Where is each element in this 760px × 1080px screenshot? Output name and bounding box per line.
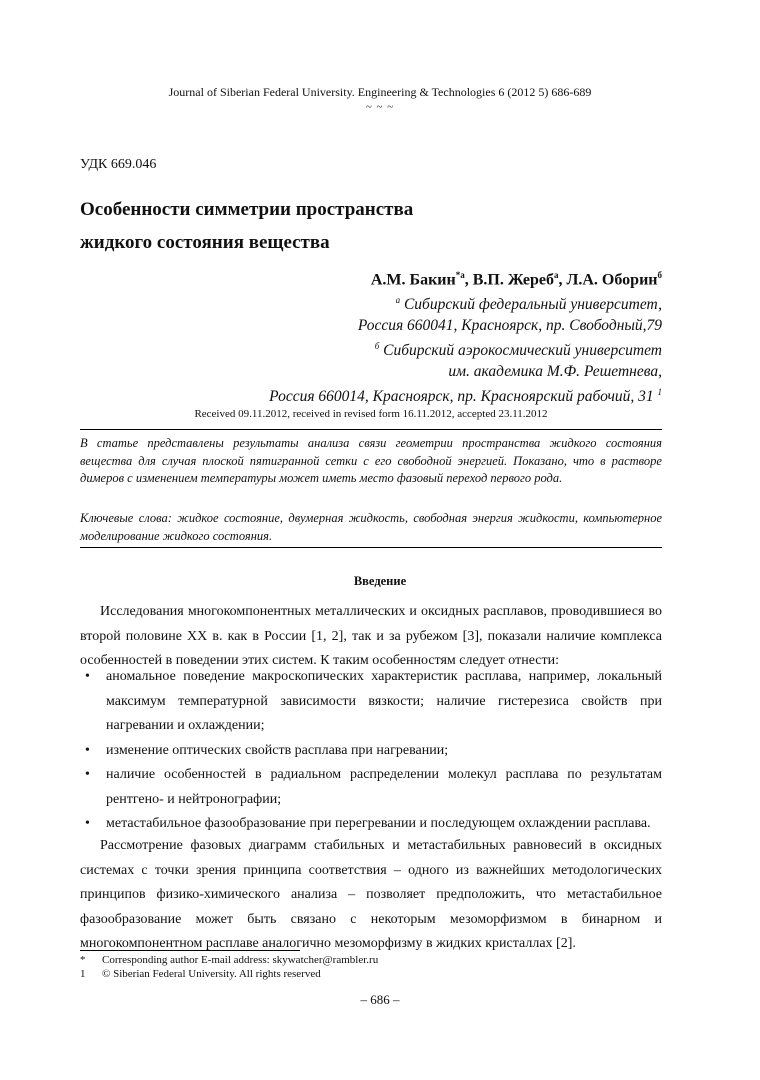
bullet-icon: • bbox=[85, 669, 90, 684]
list-item-text: изменение оптических свойств расплава при нагревании; bbox=[106, 742, 449, 758]
list-item bbox=[80, 665, 662, 739]
paragraph-1: Исследования многокомпонентных металлических и оксидных расплавов, проводившиеся во второй половине XX в. как в России [1, 2], так и за рубежом [3], показали наличие комплекса особенностей в поведении этих систем. К таким особенностям следует отнести: bbox=[80, 604, 662, 668]
list-item bbox=[80, 763, 662, 812]
journal-header: Journal of Siberian Federal University. Engineering & Technologies 6 (2012 5) 686-689 bbox=[168, 85, 592, 99]
udk-code: УДК 669.046 bbox=[80, 157, 157, 172]
affil-b-footnote-mark: 1 bbox=[657, 387, 662, 398]
affil-a-line-1 bbox=[200, 290, 662, 316]
footnote-2-mark: 1 bbox=[80, 968, 86, 980]
list-item-text: наличие особенностей в радиальном распределении молекул расплава по результатам рентгено- и нейтронографии; bbox=[106, 767, 662, 807]
paragraph-2: Рассмотрение фазовых диаграмм стабильных и метастабильных равновесий в оксидных системах с точки зрения принципа соответствия – одного из важнейших методологических принципов физико-химического анализа – позволяет предположить, что метастабильное фазообразование может быть связано с некоторым мезоморфизмом в бинарном и многокомпонентном расплаве аналогично мезоморфизму в жидких кристаллах [2]. bbox=[80, 838, 662, 951]
affil-a-name: Сибирский федеральный университет, bbox=[403, 296, 662, 314]
footnote-1-text: Corresponding author E-mail address: skywatcher@rambler.ru bbox=[102, 954, 379, 966]
author-3: Л.А. Оборин bbox=[566, 271, 658, 289]
received-dates: Received 09.11.2012, received in revised form 16.11.2012, accepted 23.11.2012 bbox=[194, 408, 548, 420]
footnote-1-mark: * bbox=[80, 954, 86, 966]
affil-b-line-1 bbox=[200, 336, 662, 362]
keywords: Ключевые слова: жидкое состояние, двумерная жидкость, свободная энергия жидкости, компьютерное моделирование жидкого состояния. bbox=[80, 511, 662, 543]
affil-b-line-3 bbox=[200, 382, 662, 408]
bullet-icon: • bbox=[85, 816, 90, 831]
abstract: В статье представлены результаты анализа связи геометрии пространства жидкого состояния вещества для случая плоской пятигранной сетки с его свободной энергией. Показано, что в растворе димеров с изменением температуры может иметь место фазовый переход первого рода. bbox=[80, 436, 662, 485]
list-item bbox=[80, 739, 662, 764]
list-item-text: метастабильное фазообразование при перегревании и последующем охлаждении расплава. bbox=[106, 816, 651, 831]
title-line-2: жидкого состояния вещества bbox=[80, 232, 330, 253]
affil-a-line-2: Россия 660041, Красноярск, пр. Свободный,79 bbox=[357, 316, 662, 334]
affil-b-name: Сибирский аэрокосмический университет bbox=[383, 342, 662, 360]
page-number: – 686 – bbox=[360, 992, 400, 1007]
title-line-1: Особенности симметрии пространства bbox=[80, 199, 414, 220]
header-tilde-divider: ~ ~ ~ bbox=[365, 101, 395, 113]
footnote-2 bbox=[80, 967, 321, 982]
abstract-bottom-rule bbox=[80, 547, 662, 548]
footnote-1 bbox=[80, 953, 378, 968]
footnote-rule bbox=[80, 950, 300, 951]
bullet-icon: • bbox=[85, 767, 90, 782]
article-title bbox=[80, 193, 413, 259]
bullet-icon: • bbox=[85, 742, 90, 758]
list-item bbox=[80, 812, 662, 837]
bullet-list bbox=[80, 665, 662, 837]
affiliations bbox=[200, 290, 662, 408]
affil-b-address: Россия 660014, Красноярск, пр. Красноярский рабочий, 31 bbox=[269, 388, 654, 406]
list-item-text: аномальное поведение макроскопических характеристик расплава, например, локальный максимум температурной зависимости вязкости; наличие гистерезиса свойств при нагревании и охлаждении; bbox=[106, 669, 662, 733]
author-1-affil-mark: *а bbox=[455, 270, 465, 280]
footnote-2-text: © Siberian Federal University. All rights reserved bbox=[102, 968, 321, 980]
author-2: В.П. Жереб bbox=[472, 271, 554, 289]
abstract-top-rule bbox=[80, 429, 662, 430]
authors-line: А.М. Бакин$^{*а}$, В.П. Жереб$^а$, Л.А. Оборин$^б$ bbox=[370, 270, 662, 289]
author-3-affil-mark: б bbox=[657, 270, 662, 280]
affil-b-line-2: им. академика М.Ф. Решетнева, bbox=[448, 362, 662, 380]
affil-b-mark: б bbox=[374, 341, 380, 352]
affil-a-mark: а bbox=[395, 295, 401, 305]
section-title-introduction: Введение bbox=[353, 574, 407, 588]
author-1: А.М. Бакин bbox=[370, 271, 456, 289]
author-2-affil-mark: а bbox=[553, 270, 559, 280]
